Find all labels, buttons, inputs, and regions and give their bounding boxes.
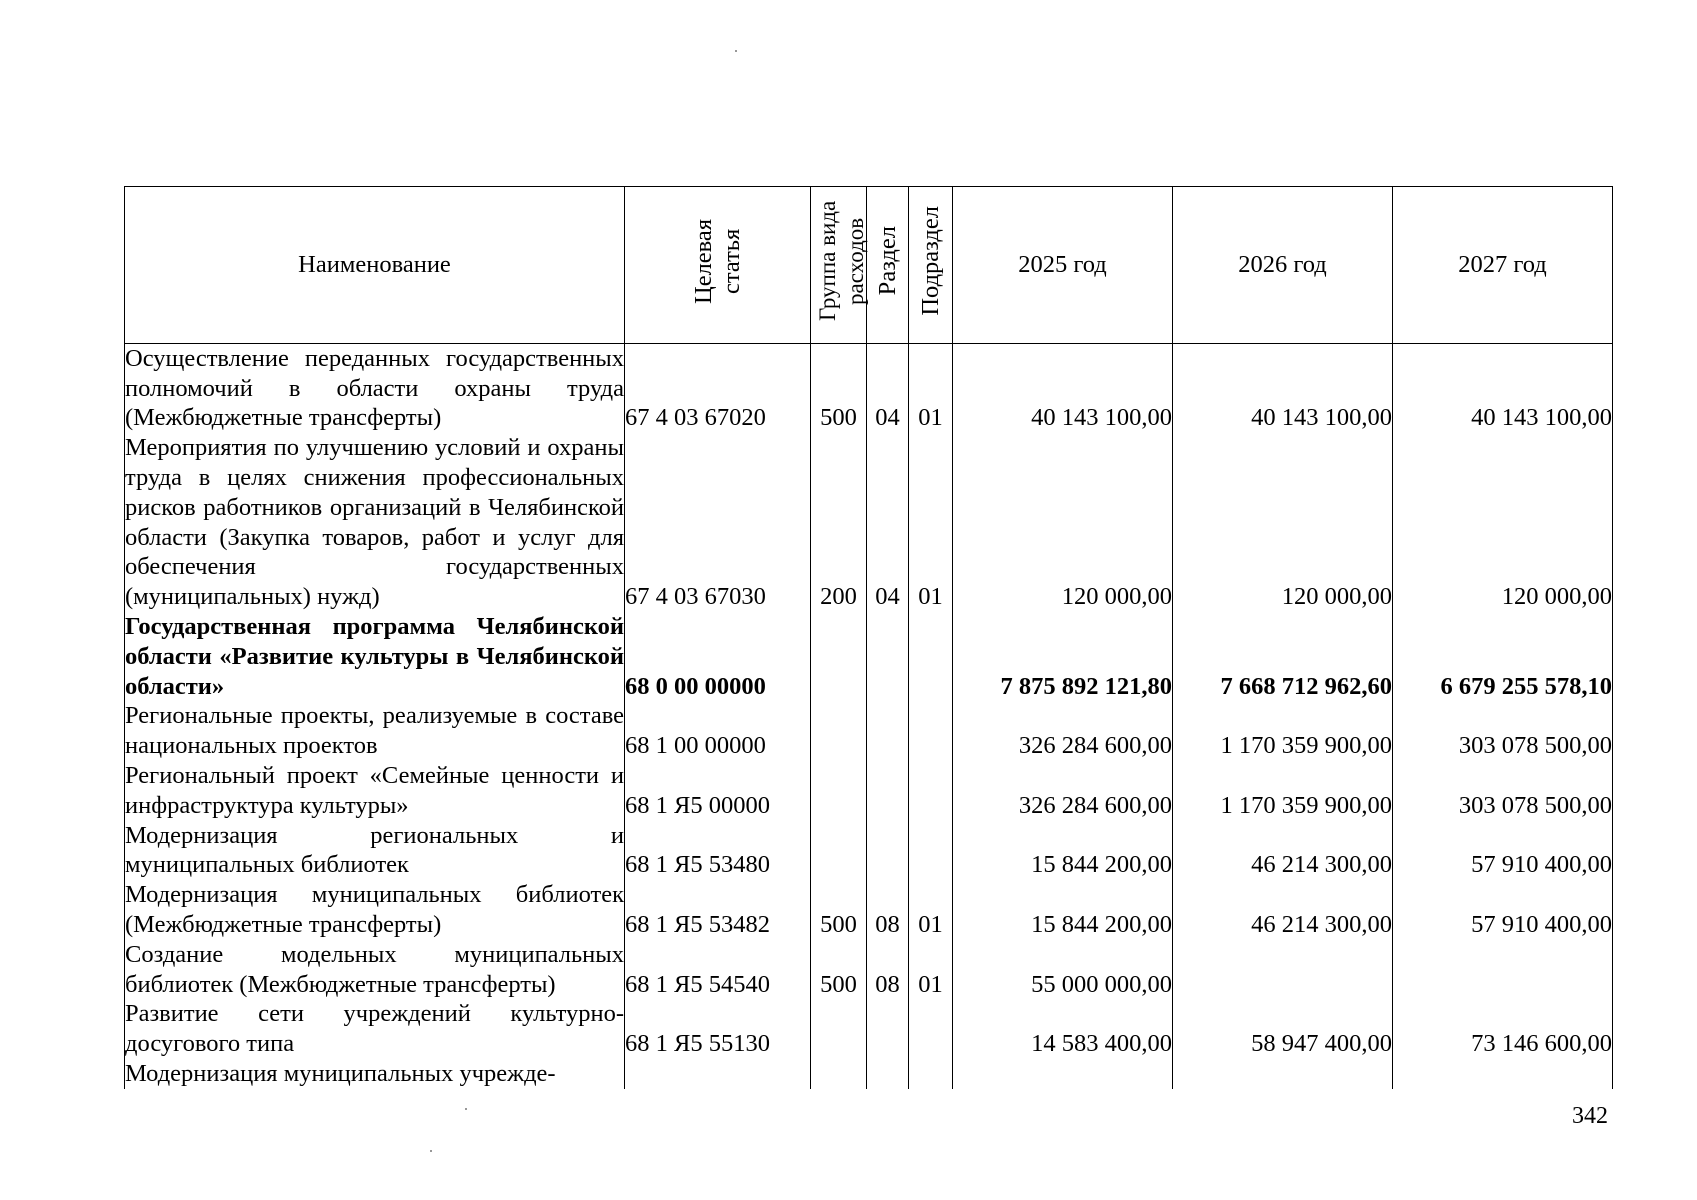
cell-name: Модернизация региональных и муниципальных библиотек: [125, 821, 624, 879]
cell-section: 04: [867, 343, 909, 433]
cell-subsection: [909, 1059, 953, 1089]
cell-2026: 7 668 712 962,60: [1173, 612, 1393, 701]
cell-section: [867, 612, 909, 701]
table-body: [125, 343, 1613, 1088]
cell-2026: 40 143 100,00: [1173, 343, 1393, 433]
cell-2027: 120 000,00: [1393, 433, 1613, 612]
cell-2026: [1173, 940, 1393, 1000]
cell-subsection: 01: [909, 343, 953, 433]
cell-2026: 58 947 400,00: [1173, 999, 1393, 1059]
cell-section: [867, 821, 909, 881]
cell-expense-group: 500: [811, 880, 867, 940]
cell-section: 04: [867, 433, 909, 612]
cell-section: [867, 761, 909, 821]
cell-target-article: [625, 1059, 811, 1089]
cell-2027: 57 910 400,00: [1393, 880, 1613, 940]
cell-2026: 1 170 359 900,00: [1173, 701, 1393, 761]
cell-section: [867, 999, 909, 1059]
cell-subsection: [909, 761, 953, 821]
table-row: [125, 612, 1613, 701]
cell-2026: [1173, 1059, 1393, 1089]
cell-name: Модернизация муниципальных библиотек (Межбюджетные трансферты): [125, 881, 624, 938]
header-expense-group: Группа вида расходов: [811, 187, 867, 344]
cell-target-article: 67 4 03 67030: [625, 433, 811, 612]
table-row: [125, 940, 1613, 1000]
cell-2025: 7 875 892 121,80: [953, 612, 1173, 701]
cell-subsection: [909, 999, 953, 1059]
header-year-2025: 2025 год: [953, 187, 1173, 344]
table-row: [125, 821, 1613, 881]
header-target-article: Целевая статья: [625, 187, 811, 344]
cell-subsection: [909, 821, 953, 881]
cell-target-article: 68 1 Я5 53480: [625, 821, 811, 881]
cell-section: [867, 701, 909, 761]
cell-2026: 46 214 300,00: [1173, 821, 1393, 881]
table-row: [125, 880, 1613, 940]
cell-target-article: 68 1 Я5 55130: [625, 999, 811, 1059]
cell-name: Региональный проект «Семейные ценности и инфраструктура культуры»: [125, 761, 624, 819]
cell-expense-group: [811, 701, 867, 761]
cell-2027: 57 910 400,00: [1393, 821, 1613, 881]
header-year-2026: 2026 год: [1173, 187, 1393, 344]
cell-2027: 73 146 600,00: [1393, 999, 1613, 1059]
cell-expense-group: 500: [811, 940, 867, 1000]
cell-2027: 6 679 255 578,10: [1393, 612, 1613, 701]
cell-section: 08: [867, 880, 909, 940]
table-row: [125, 999, 1613, 1059]
cell-2025: 55 000 000,00: [953, 940, 1173, 1000]
cell-2027: [1393, 940, 1613, 1000]
cell-expense-group: 500: [811, 343, 867, 433]
cell-target-article: 68 1 00 00000: [625, 701, 811, 761]
cell-target-article: 67 4 03 67020: [625, 343, 811, 433]
cell-name: Осуществление переданных государственных полномочий в области охраны труда (Межбюджетные трансферты): [125, 344, 624, 432]
cell-2025: 326 284 600,00: [953, 701, 1173, 761]
header-name: Наименование: [125, 187, 625, 344]
cell-2026: 46 214 300,00: [1173, 880, 1393, 940]
table-row: [125, 701, 1613, 761]
cell-subsection: 01: [909, 433, 953, 612]
table-row: [125, 343, 1613, 433]
cell-subsection: [909, 701, 953, 761]
cell-subsection: [909, 612, 953, 701]
cell-expense-group: [811, 821, 867, 881]
cell-2027: 40 143 100,00: [1393, 343, 1613, 433]
cell-2027: 303 078 500,00: [1393, 761, 1613, 821]
cell-2025: [953, 1059, 1173, 1089]
cell-target-article: 68 0 00 00000: [625, 612, 811, 701]
cell-subsection: 01: [909, 880, 953, 940]
cell-2027: [1393, 1059, 1613, 1089]
cell-subsection: 01: [909, 940, 953, 1000]
scan-speck: [465, 1108, 467, 1110]
header-section: Раздел: [867, 187, 909, 344]
table-row: [125, 433, 1613, 612]
cell-expense-group: [811, 1059, 867, 1089]
cell-2025: 15 844 200,00: [953, 821, 1173, 881]
cell-target-article: 68 1 Я5 54540: [625, 940, 811, 1000]
cell-2026: 120 000,00: [1173, 433, 1393, 612]
table-header-row: [125, 187, 1613, 344]
cell-expense-group: [811, 612, 867, 701]
cell-section: 08: [867, 940, 909, 1000]
cell-name: Создание модельных муниципальных библиотек (Межбюджетные трансферты): [125, 940, 624, 998]
table-row: [125, 1059, 1613, 1089]
table-row: [125, 761, 1613, 821]
cell-2025: 326 284 600,00: [953, 761, 1173, 821]
cell-target-article: 68 1 Я5 53482: [625, 880, 811, 940]
cell-2025: 15 844 200,00: [953, 880, 1173, 940]
cell-2026: 1 170 359 900,00: [1173, 761, 1393, 821]
cell-2027: 303 078 500,00: [1393, 701, 1613, 761]
header-subsection: Подраздел: [909, 187, 953, 344]
budget-table: [124, 186, 1613, 1089]
scan-speck: [430, 1150, 432, 1152]
cell-expense-group: [811, 761, 867, 821]
cell-name: Развитие сети учреждений культурно-досугового типа: [125, 1000, 624, 1058]
cell-section: [867, 1059, 909, 1089]
page-number: 342: [1572, 1103, 1608, 1129]
scan-speck: [735, 50, 737, 52]
cell-expense-group: 200: [811, 433, 867, 612]
cell-2025: 14 583 400,00: [953, 999, 1173, 1059]
cell-name: Модернизация муниципальных учрежде-: [125, 1059, 625, 1089]
cell-name: Государственная программа Челябинской области «Развитие культуры в Челябинской области»: [125, 612, 624, 700]
header-year-2027: 2027 год: [1393, 187, 1613, 344]
cell-2025: 40 143 100,00: [953, 343, 1173, 433]
cell-expense-group: [811, 999, 867, 1059]
cell-name: Региональные проекты, реализуемые в составе национальных проектов: [125, 702, 624, 760]
cell-target-article: 68 1 Я5 00000: [625, 761, 811, 821]
cell-2025: 120 000,00: [953, 433, 1173, 612]
cell-name: Мероприятия по улучшению условий и охраны труда в целях снижения профессиональных рисков работников организаций в Челябинской области (Закупка товаров, работ и услуг для обеспечения государственных (муниципальных) нужд): [125, 434, 624, 611]
